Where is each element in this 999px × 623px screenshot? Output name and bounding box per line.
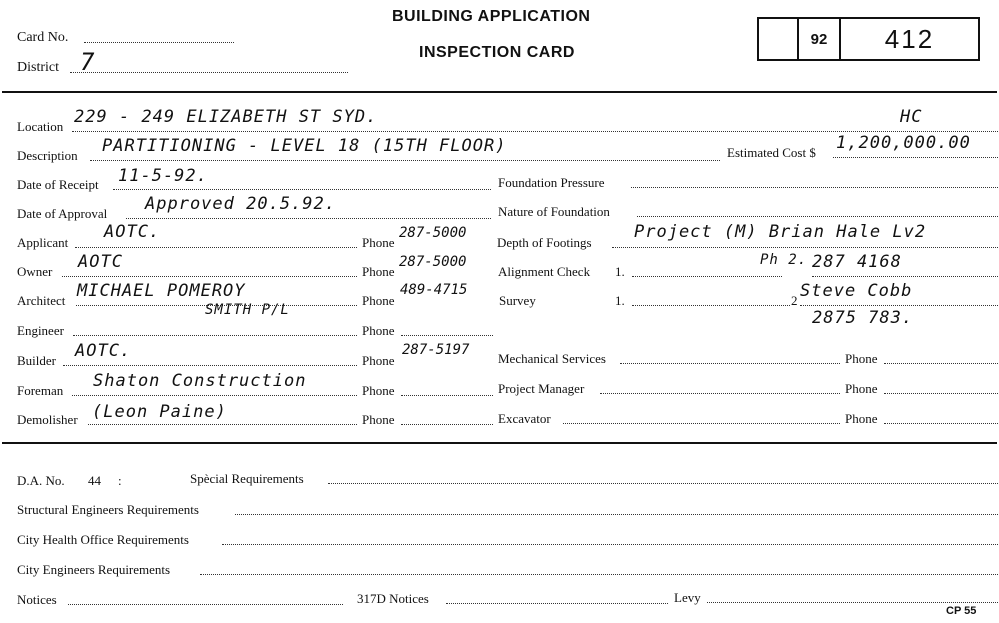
health-field[interactable] (222, 544, 998, 545)
survey-2-label: 2 (791, 293, 798, 308)
foreman-value: Shaton Construction (93, 371, 307, 391)
alignment-1-field[interactable] (632, 276, 782, 277)
owner-phone-label: Phone (362, 264, 395, 279)
architect-phone-label: Phone (362, 293, 395, 308)
builder-phone-value: 287-5197 (402, 342, 470, 358)
card-title-line2: INSPECTION CARD (419, 44, 575, 61)
architect-label: Architect (17, 293, 66, 308)
special-requirements-field[interactable] (328, 483, 998, 484)
alignment-check-label: Alignment Check (498, 264, 591, 279)
depth-footings-field[interactable] (612, 247, 998, 248)
engineer-label: Engineer (17, 323, 64, 338)
date-approval-field[interactable] (126, 218, 491, 219)
card-title-line1: BUILDING APPLICATION (392, 8, 591, 25)
applicant-phone-value: 287-5000 (399, 225, 467, 241)
demolisher-label: Demolisher (17, 412, 78, 427)
da-value: 44 (88, 473, 101, 488)
date-receipt-label: Date of Receipt (17, 177, 99, 192)
date-receipt-field[interactable] (113, 189, 491, 190)
applicant-label: Applicant (17, 235, 69, 250)
location-label: Location (17, 119, 64, 134)
levy-label: Levy (674, 590, 701, 605)
description-field[interactable] (90, 160, 720, 161)
mechanical-field[interactable] (620, 363, 840, 364)
card-number: 412 (884, 23, 935, 54)
excavator-label: Excavator (498, 411, 551, 426)
foreman-field[interactable] (72, 395, 357, 396)
applicant-value: AOTC. (104, 222, 161, 242)
levy-field[interactable] (707, 602, 998, 603)
survey-1-label: 1. (615, 293, 625, 308)
bottom-divider (2, 442, 997, 444)
health-label: City Health Office Requirements (17, 532, 189, 547)
depth-footings-label: Depth of Footings (497, 235, 592, 250)
architect-value-2: SMITH P/L (205, 302, 290, 318)
survey-label: Survey (499, 293, 536, 308)
applicant-phone-label: Phone (362, 235, 395, 250)
nature-foundation-label: Nature of Foundation (498, 204, 610, 219)
builder-field[interactable] (63, 365, 357, 366)
top-divider (2, 91, 997, 93)
description-value: PARTITIONING - LEVEL 18 (15TH FLOOR) (102, 136, 507, 156)
engineer-phone-field[interactable] (401, 335, 493, 336)
alignment-2-value: 287 4168 (812, 252, 902, 272)
city-engineers-field[interactable] (200, 574, 998, 575)
project-manager-phone-label: Phone (845, 381, 878, 396)
survey-2-value: Steve Cobb (800, 281, 913, 301)
card-no-field[interactable] (84, 42, 234, 43)
da-label: D.A. No. (17, 473, 65, 488)
engineer-field[interactable] (73, 335, 357, 336)
builder-value: AOTC. (75, 341, 132, 361)
owner-value: AOTC (78, 252, 123, 272)
excavator-field[interactable] (563, 423, 840, 424)
district-value: 7 (80, 48, 96, 76)
notices-label: Notices (17, 592, 57, 607)
nature-foundation-field[interactable] (637, 216, 998, 217)
foundation-pressure-field[interactable] (631, 187, 998, 188)
applicant-field[interactable] (75, 247, 357, 248)
alignment-2-label: Ph 2. (760, 252, 808, 268)
survey-1-field[interactable] (632, 305, 790, 306)
notices-317d-label: 317D Notices (357, 591, 429, 606)
project-manager-phone-field[interactable] (884, 393, 998, 394)
date-approval-label: Date of Approval (17, 206, 108, 221)
special-requirements-label: Spècial Requirements (190, 471, 304, 486)
mechanical-phone-label: Phone (845, 351, 878, 366)
estimated-cost-label: Estimated Cost $ (727, 145, 816, 160)
mechanical-phone-field[interactable] (884, 363, 998, 364)
architect-phone-value: 489-4715 (400, 282, 468, 298)
demolisher-value: (Leon Paine) (92, 402, 227, 422)
survey-2-phone: 2875 783. (812, 308, 914, 328)
card-number-box (757, 17, 980, 61)
demolisher-field[interactable] (88, 424, 357, 425)
box-number: 92 (799, 19, 841, 59)
city-engineers-label: City Engineers Requirements (17, 562, 171, 577)
survey-2-field[interactable] (800, 305, 998, 306)
mechanical-label: Mechanical Services (498, 351, 606, 366)
foreman-phone-field[interactable] (401, 395, 493, 396)
demolisher-phone-field[interactable] (401, 424, 493, 425)
location-note: HC (900, 107, 923, 127)
project-manager-field[interactable] (600, 393, 840, 394)
demolisher-phone-label: Phone (362, 412, 395, 427)
estimated-cost-field[interactable] (833, 157, 998, 158)
alignment-1-label: 1. (615, 264, 625, 279)
structural-field[interactable] (235, 514, 998, 515)
card-no-label: Card No. (17, 30, 69, 45)
owner-phone-value: 287-5000 (399, 254, 467, 270)
date-receipt-value: 11-5-92. (118, 166, 208, 186)
architect-value: MICHAEL POMEROY (77, 281, 246, 301)
district-label: District (17, 60, 59, 75)
foundation-pressure-label: Foundation Pressure (498, 175, 605, 190)
district-field[interactable] (70, 72, 348, 73)
form-code: CP 55 (946, 605, 977, 617)
foreman-label: Foreman (17, 383, 64, 398)
project-manager-label: Project Manager (498, 381, 585, 396)
location-field[interactable] (72, 131, 998, 132)
location-value: 229 - 249 ELIZABETH ST SYD. (74, 107, 378, 127)
owner-field[interactable] (62, 276, 357, 277)
estimated-cost-value: 1,200,000.00 (836, 133, 971, 153)
excavator-phone-field[interactable] (884, 423, 998, 424)
structural-label: Structural Engineers Requirements (17, 502, 199, 517)
alignment-2-field[interactable] (812, 276, 998, 277)
date-approval-value: Approved 20.5.92. (145, 194, 336, 214)
depth-footings-value: Project (M) Brian Hale Lv2 (634, 222, 927, 242)
notices-field[interactable] (68, 604, 343, 605)
foreman-phone-label: Phone (362, 383, 395, 398)
owner-label: Owner (17, 264, 53, 279)
description-label: Description (17, 148, 78, 163)
builder-phone-label: Phone (362, 353, 395, 368)
excavator-phone-label: Phone (845, 411, 878, 426)
notices-317d-field[interactable] (446, 603, 668, 604)
da-colon: : (118, 473, 122, 488)
engineer-phone-label: Phone (362, 323, 395, 338)
blank-cell (759, 19, 799, 59)
builder-label: Builder (17, 353, 56, 368)
